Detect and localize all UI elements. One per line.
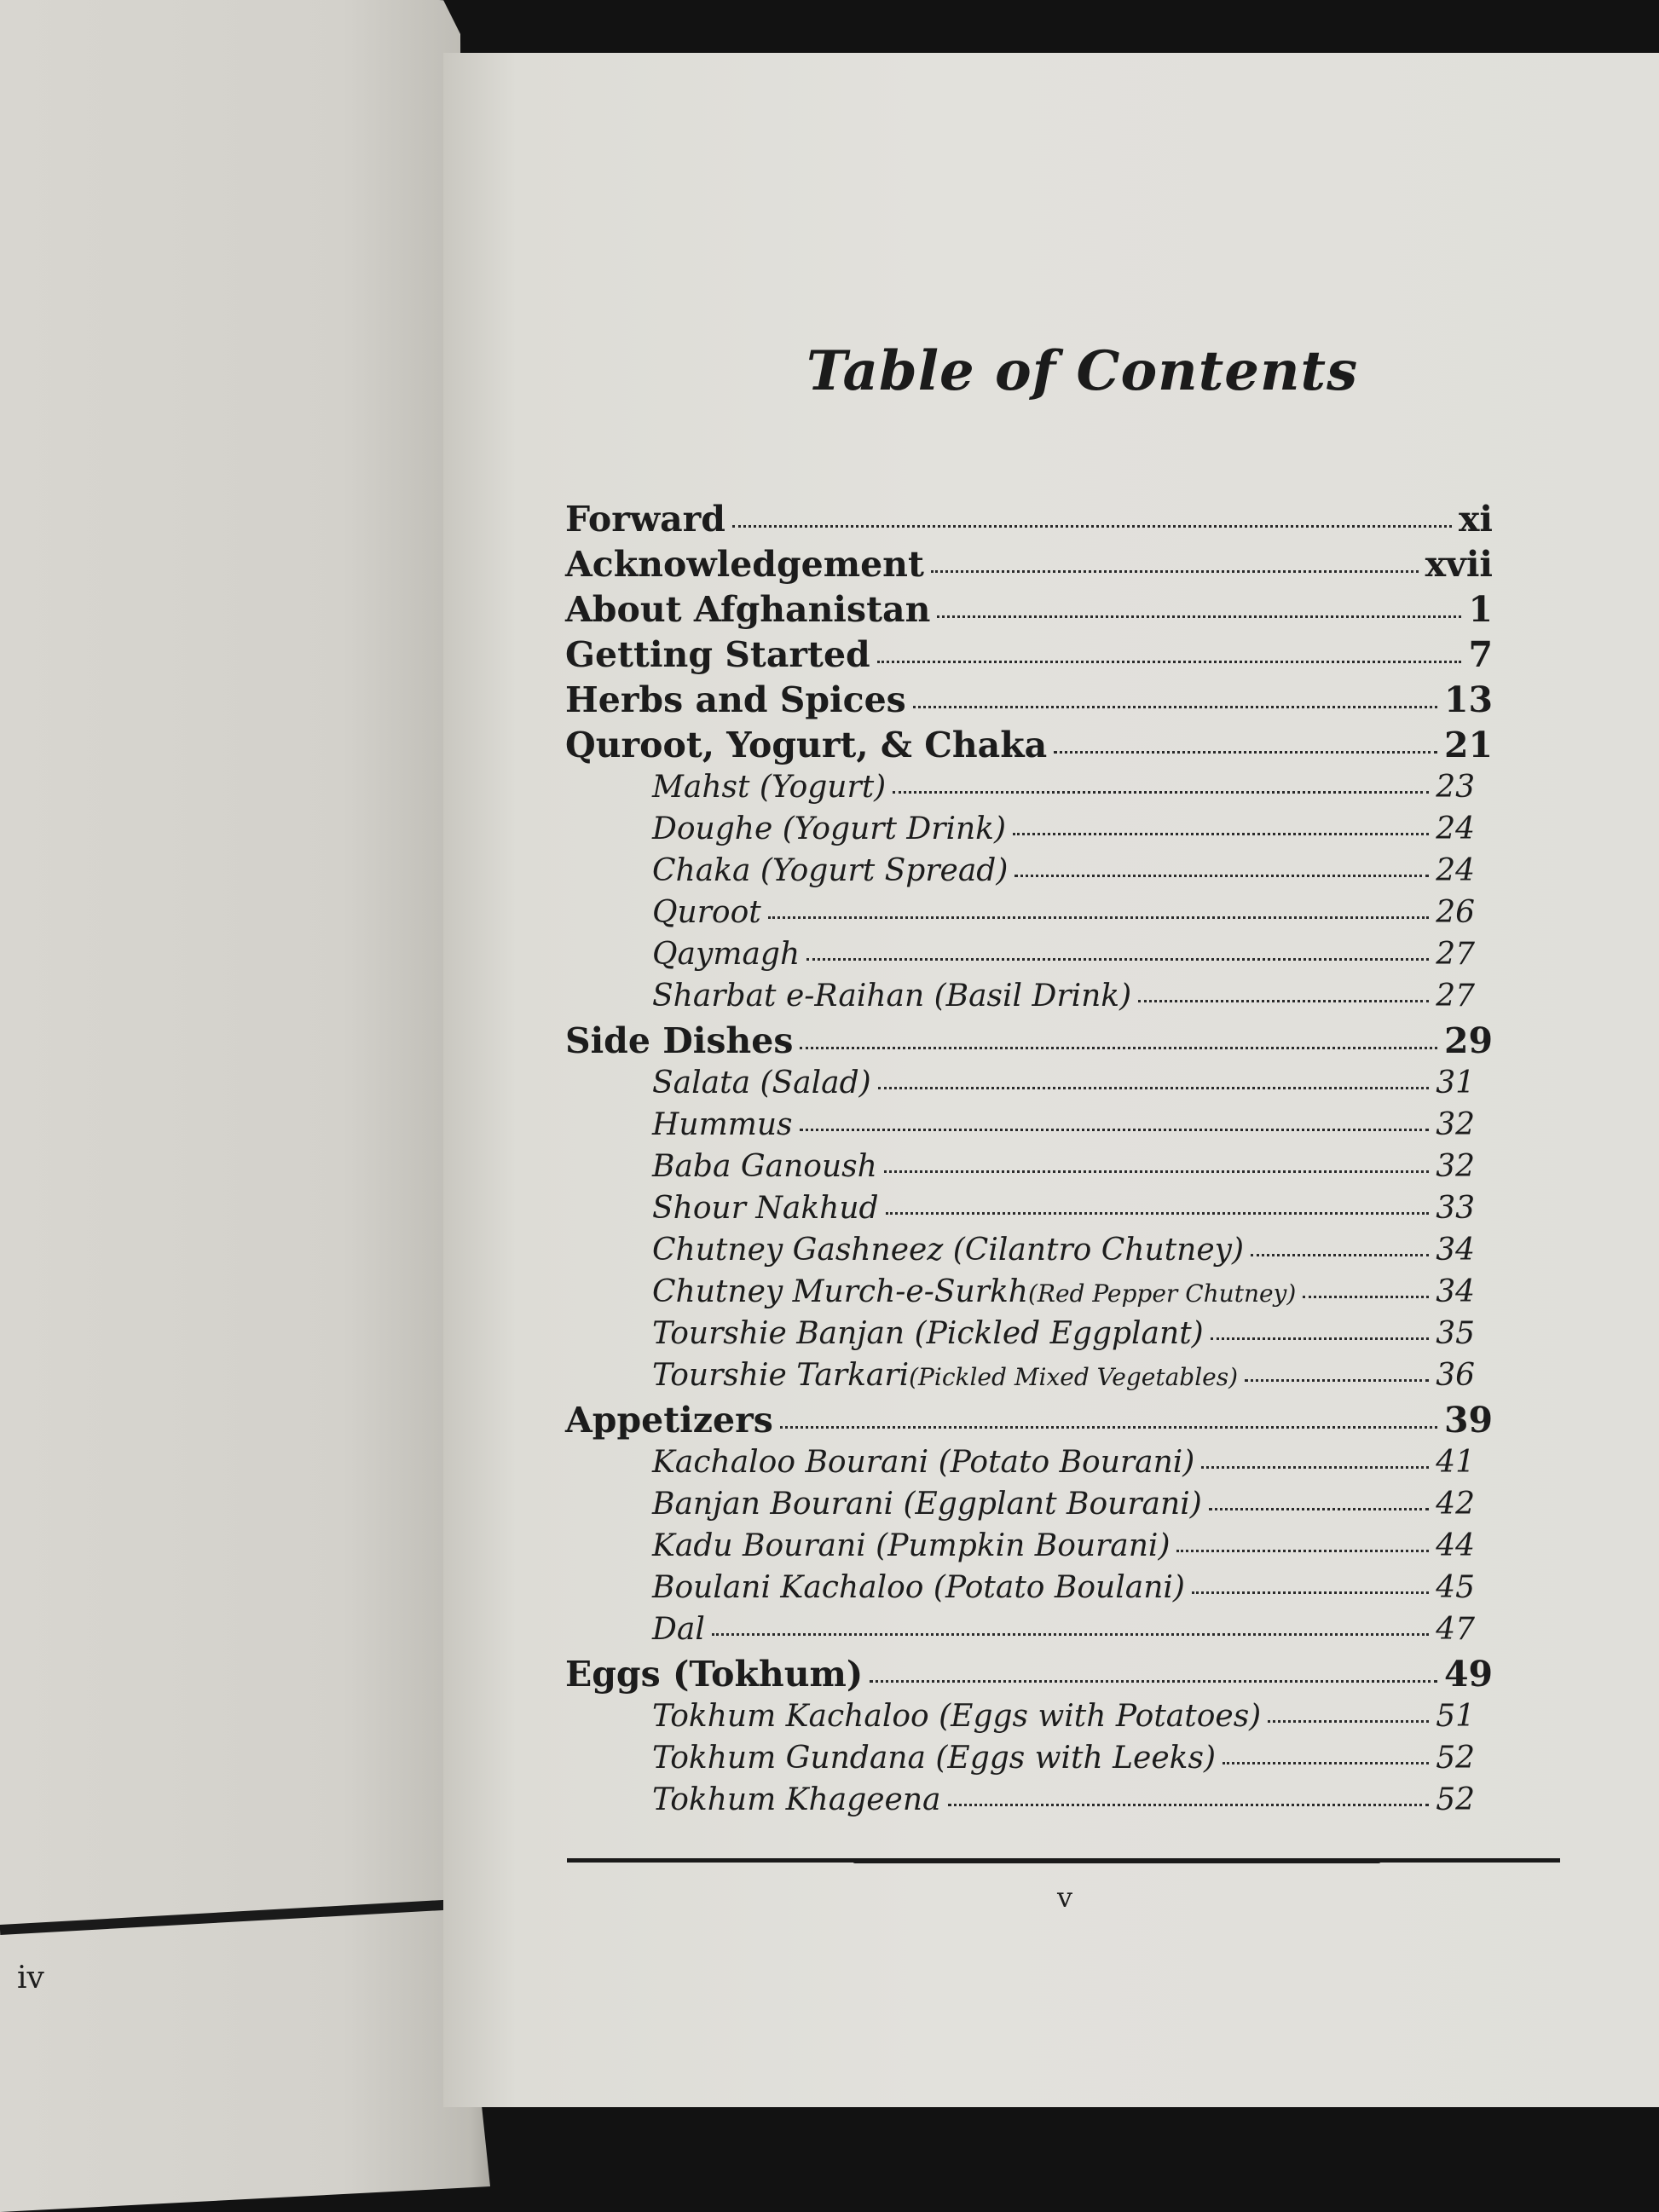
toc-recipe-entry <box>652 1612 1475 1654</box>
toc-entry-title: Quroot <box>652 895 761 930</box>
dot-leader <box>1014 875 1429 877</box>
toc-entry-title: Chutney Murch-e-Surkh <box>652 1274 1028 1309</box>
dot-leader <box>878 1087 1429 1089</box>
toc-entry-title: Shour Nakhud <box>652 1191 879 1226</box>
toc-entry-page-number: 21 <box>1443 725 1493 765</box>
toc-recipe-entry <box>652 1066 1475 1107</box>
toc-chapter-entry <box>565 679 1493 725</box>
toc-entry-title: Kadu Bourani (Pumpkin Bourani) <box>652 1528 1171 1563</box>
toc-recipe-entry <box>652 1445 1475 1487</box>
toc-entry-page-number: 29 <box>1443 1020 1493 1061</box>
toc-entry-page-number: 39 <box>1443 1400 1493 1441</box>
toc-entry-page-number: 47 <box>1436 1612 1475 1647</box>
toc-entry-page-number: 41 <box>1436 1445 1475 1480</box>
toc-recipe-entry <box>652 937 1475 979</box>
toc-entry-title: Kachaloo Bourani (Potato Bourani) <box>652 1445 1195 1480</box>
dot-leader <box>1176 1550 1429 1552</box>
toc-entry-title: Sharbat e-Raihan (Basil Drink) <box>652 979 1132 1014</box>
toc-entry-title: Tourshie Tarkari <box>652 1358 910 1393</box>
toc-entry-title: Banjan Bourani (Eggplant Bourani) <box>652 1487 1202 1522</box>
dot-leader <box>1201 1466 1429 1469</box>
toc-chapter-entry <box>565 544 1493 589</box>
toc-entry-subtitle: (Pickled Mixed Vegetables) <box>909 1363 1239 1391</box>
toc-entry-page-number: xi <box>1458 499 1493 540</box>
dot-leader <box>937 615 1461 618</box>
dot-leader <box>1303 1296 1429 1298</box>
toc-recipe-entry <box>652 853 1475 895</box>
toc-entry-title: Forward <box>565 499 725 540</box>
dot-leader <box>800 1047 1437 1049</box>
dot-leader <box>893 791 1429 794</box>
dot-leader <box>1054 751 1437 754</box>
toc-recipe-entry <box>652 1570 1475 1612</box>
dot-leader <box>1251 1254 1429 1256</box>
toc-entry-title: Salata (Salad) <box>652 1066 871 1100</box>
toc-recipe-entry <box>652 1233 1475 1274</box>
footer-rule-accent <box>853 1858 1381 1863</box>
toc-recipe-entry <box>652 1358 1475 1400</box>
toc-entry-page-number: 49 <box>1443 1654 1493 1695</box>
dot-leader <box>806 958 1429 961</box>
dot-leader <box>948 1804 1430 1806</box>
toc-chapter-entry <box>565 725 1493 770</box>
toc-chapter-entry <box>565 499 1493 544</box>
dot-leader <box>870 1680 1437 1683</box>
toc-recipe-entry <box>652 811 1475 853</box>
toc-recipe-entry <box>652 1782 1475 1824</box>
right-page-number: v <box>1057 1881 1073 1914</box>
toc-entry-page-number: 35 <box>1436 1316 1475 1351</box>
toc-chapter-entry <box>565 634 1493 679</box>
dot-leader <box>913 706 1437 708</box>
toc-chapter-entry <box>565 589 1493 634</box>
toc-entry-page-number: 31 <box>1436 1066 1475 1100</box>
dot-leader <box>1268 1720 1429 1723</box>
dot-leader <box>931 570 1419 573</box>
toc-recipe-entry <box>652 1699 1475 1741</box>
toc-entry-page-number: 44 <box>1436 1528 1475 1563</box>
toc-entry-page-number: 23 <box>1436 770 1475 805</box>
dot-leader <box>1192 1591 1429 1594</box>
toc-entry-title: Dal <box>652 1612 705 1647</box>
toc-entry-title: Chaka (Yogurt Spread) <box>652 853 1009 888</box>
toc-entry-title: About Afghanistan <box>565 589 931 630</box>
toc-entry-page-number: 34 <box>1436 1274 1475 1309</box>
toc-entry-title: Baba Ganoush <box>652 1149 877 1184</box>
toc-recipe-entry <box>652 1528 1475 1570</box>
toc-entry-page-number: 27 <box>1436 937 1475 972</box>
toc-recipe-entry <box>652 1191 1475 1233</box>
toc-entry-title: Mahst (Yogurt) <box>652 770 887 805</box>
left-page-number: iv <box>17 1961 44 1995</box>
toc-entry-page-number: 32 <box>1436 1107 1475 1142</box>
dot-leader <box>1223 1762 1429 1764</box>
toc-entry-title: Boulani Kachaloo (Potato Boulani) <box>652 1570 1185 1605</box>
toc-entry-title: Getting Started <box>565 634 870 675</box>
toc-entry-title: Acknowledgement <box>565 544 924 585</box>
toc-recipe-entry <box>652 1274 1475 1316</box>
toc-recipe-entry <box>652 979 1475 1020</box>
dot-leader <box>877 661 1462 663</box>
toc-entry-title: Chutney Gashneez (Cilantro Chutney) <box>652 1233 1245 1268</box>
page-title: Table of Contents <box>806 339 1359 403</box>
toc-entry-page-number: 33 <box>1436 1191 1475 1226</box>
toc-entry-page-number: 52 <box>1436 1782 1475 1817</box>
toc-entry-title: Qaymagh <box>652 937 801 972</box>
dot-leader <box>1138 1000 1429 1002</box>
table-of-contents <box>565 499 1494 1824</box>
toc-recipe-entry <box>652 770 1475 811</box>
toc-entry-title: Tourshie Banjan (Pickled Eggplant) <box>652 1316 1204 1351</box>
dot-leader <box>1209 1508 1429 1510</box>
dot-leader <box>884 1170 1429 1173</box>
toc-entry-page-number: 45 <box>1436 1570 1475 1605</box>
toc-recipe-entry <box>652 1487 1475 1528</box>
dot-leader <box>1013 833 1429 835</box>
toc-entry-page-number: 36 <box>1436 1358 1475 1393</box>
dot-leader <box>800 1129 1430 1131</box>
toc-recipe-entry <box>652 895 1475 937</box>
toc-entry-title: Doughe (Yogurt Drink) <box>652 811 1007 846</box>
toc-entry-title: Quroot, Yogurt, & Chaka <box>565 725 1048 765</box>
toc-entry-title: Tokhum Kachaloo (Eggs with Potatoes) <box>652 1699 1262 1734</box>
toc-recipe-entry <box>652 1316 1475 1358</box>
toc-recipe-entry <box>652 1149 1475 1191</box>
toc-entry-title: Appetizers <box>565 1400 773 1441</box>
toc-entry-page-number: 13 <box>1443 679 1493 720</box>
toc-chapter-entry <box>565 1654 1493 1699</box>
toc-chapter-entry <box>565 1020 1493 1066</box>
dot-leader <box>712 1633 1429 1636</box>
toc-entry-subtitle: (Red Pepper Chutney) <box>1027 1279 1297 1308</box>
toc-entry-page-number: 26 <box>1436 895 1475 930</box>
toc-entry-title: Hummus <box>652 1107 793 1142</box>
dot-leader <box>886 1212 1430 1215</box>
toc-entry-title: Tokhum Gundana (Eggs with Leeks) <box>652 1741 1216 1776</box>
toc-recipe-entry <box>652 1741 1475 1782</box>
toc-entry-page-number: 1 <box>1468 589 1493 630</box>
toc-entry-title: Herbs and Spices <box>565 679 906 720</box>
toc-entry-page-number: 34 <box>1436 1233 1475 1268</box>
toc-entry-title: Side Dishes <box>565 1020 794 1061</box>
dot-leader <box>732 525 1452 528</box>
toc-entry-page-number: 52 <box>1436 1741 1475 1776</box>
toc-entry-page-number: 42 <box>1436 1487 1475 1522</box>
left-page <box>0 0 490 2212</box>
toc-entry-title: Eggs (Tokhum) <box>565 1654 864 1695</box>
toc-chapter-entry <box>565 1400 1493 1445</box>
toc-entry-page-number: 51 <box>1436 1699 1475 1734</box>
toc-entry-page-number: 7 <box>1468 634 1493 675</box>
toc-entry-title: Tokhum Khageena <box>652 1782 941 1817</box>
toc-entry-page-number: 27 <box>1436 979 1475 1014</box>
dot-leader <box>780 1426 1437 1429</box>
toc-entry-page-number: xvii <box>1425 544 1493 585</box>
toc-entry-page-number: 24 <box>1436 811 1475 846</box>
dot-leader <box>1211 1337 1429 1340</box>
toc-recipe-entry <box>652 1107 1475 1149</box>
dot-leader <box>1245 1379 1429 1382</box>
toc-entry-page-number: 24 <box>1436 853 1475 888</box>
dot-leader <box>768 916 1429 919</box>
toc-entry-page-number: 32 <box>1436 1149 1475 1184</box>
